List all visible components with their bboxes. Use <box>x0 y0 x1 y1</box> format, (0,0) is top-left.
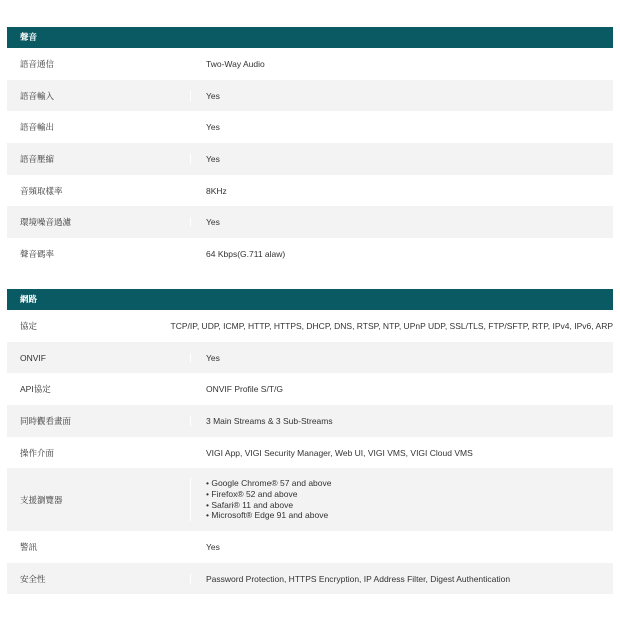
spec-label: 警訊 <box>20 542 38 552</box>
spec-label: 操作介面 <box>20 447 55 458</box>
section-header-network: 網路 <box>7 289 613 310</box>
spec-value: 3 Main Streams & 3 Sub-Streams <box>190 416 613 426</box>
spec-label: ONVIF <box>20 352 46 363</box>
spec-row <box>7 111 613 143</box>
spec-value: Yes <box>190 353 613 363</box>
list-item: • Microsoft® Edge 91 and above <box>206 510 613 521</box>
spec-label: 環境噪音過濾 <box>20 217 72 227</box>
spec-row <box>7 563 613 594</box>
spec-row <box>7 175 613 206</box>
browser-list <box>206 478 613 520</box>
spec-row <box>7 373 613 405</box>
spec-label: 協定 <box>20 321 38 331</box>
spec-row <box>7 437 613 468</box>
spec-row <box>7 238 613 269</box>
spec-label: 語音輸出 <box>20 122 55 132</box>
spec-value: ONVIF Profile S/T/G <box>190 384 613 394</box>
spec-label: 語音輸入 <box>20 90 55 101</box>
list-item: • Firefox® 52 and above <box>206 489 613 500</box>
spec-value: Yes <box>190 122 613 132</box>
spec-value: 64 Kbps(G.711 alaw) <box>190 249 613 259</box>
spec-row <box>7 80 613 111</box>
spec-label: 支援瀏覽器 <box>20 494 63 505</box>
spec-row <box>7 48 613 80</box>
spec-value <box>190 478 613 520</box>
spec-value: Yes <box>190 217 613 227</box>
spec-row <box>7 310 613 342</box>
spec-row <box>7 143 613 175</box>
list-item: • Safari® 11 and above <box>206 500 613 511</box>
spec-label: 同時觀看畫面 <box>20 416 72 426</box>
spec-label: 聲音碼率 <box>20 248 55 259</box>
spec-label: 語音壓縮 <box>20 154 55 164</box>
spec-table <box>7 27 613 594</box>
spec-value: Two-Way Audio <box>190 59 613 69</box>
spec-label: 語音通信 <box>20 59 55 69</box>
spec-value: 8KHz <box>190 186 613 196</box>
spec-label: API協定 <box>20 384 51 394</box>
list-item: • Google Chrome® 57 and above <box>206 478 613 489</box>
spec-row <box>7 405 613 437</box>
spec-row <box>7 206 613 238</box>
spec-label: 音頻取樣率 <box>20 185 63 196</box>
spec-row <box>7 468 613 531</box>
spec-value: Yes <box>190 154 613 164</box>
spec-value: Yes <box>190 542 613 552</box>
spec-row <box>7 342 613 373</box>
spec-value: Password Protection, HTTPS Encryption, IP Address Filter, Digest Authentication <box>190 574 613 584</box>
spec-row <box>7 531 613 563</box>
spec-label: 安全性 <box>20 573 46 584</box>
spec-value: TCP/IP, UDP, ICMP, HTTP, HTTPS, DHCP, DNS, RTSP, NTP, UPnP UDP, SSL/TLS, FTP/SFTP, RTP, IPv4, IPv6, ARP <box>155 321 613 331</box>
spec-value: Yes <box>190 91 613 101</box>
spec-value: VIGI App, VIGI Security Manager, Web UI, VIGI VMS, VIGI Cloud VMS <box>190 448 613 458</box>
section-header-audio: 聲音 <box>7 27 613 48</box>
